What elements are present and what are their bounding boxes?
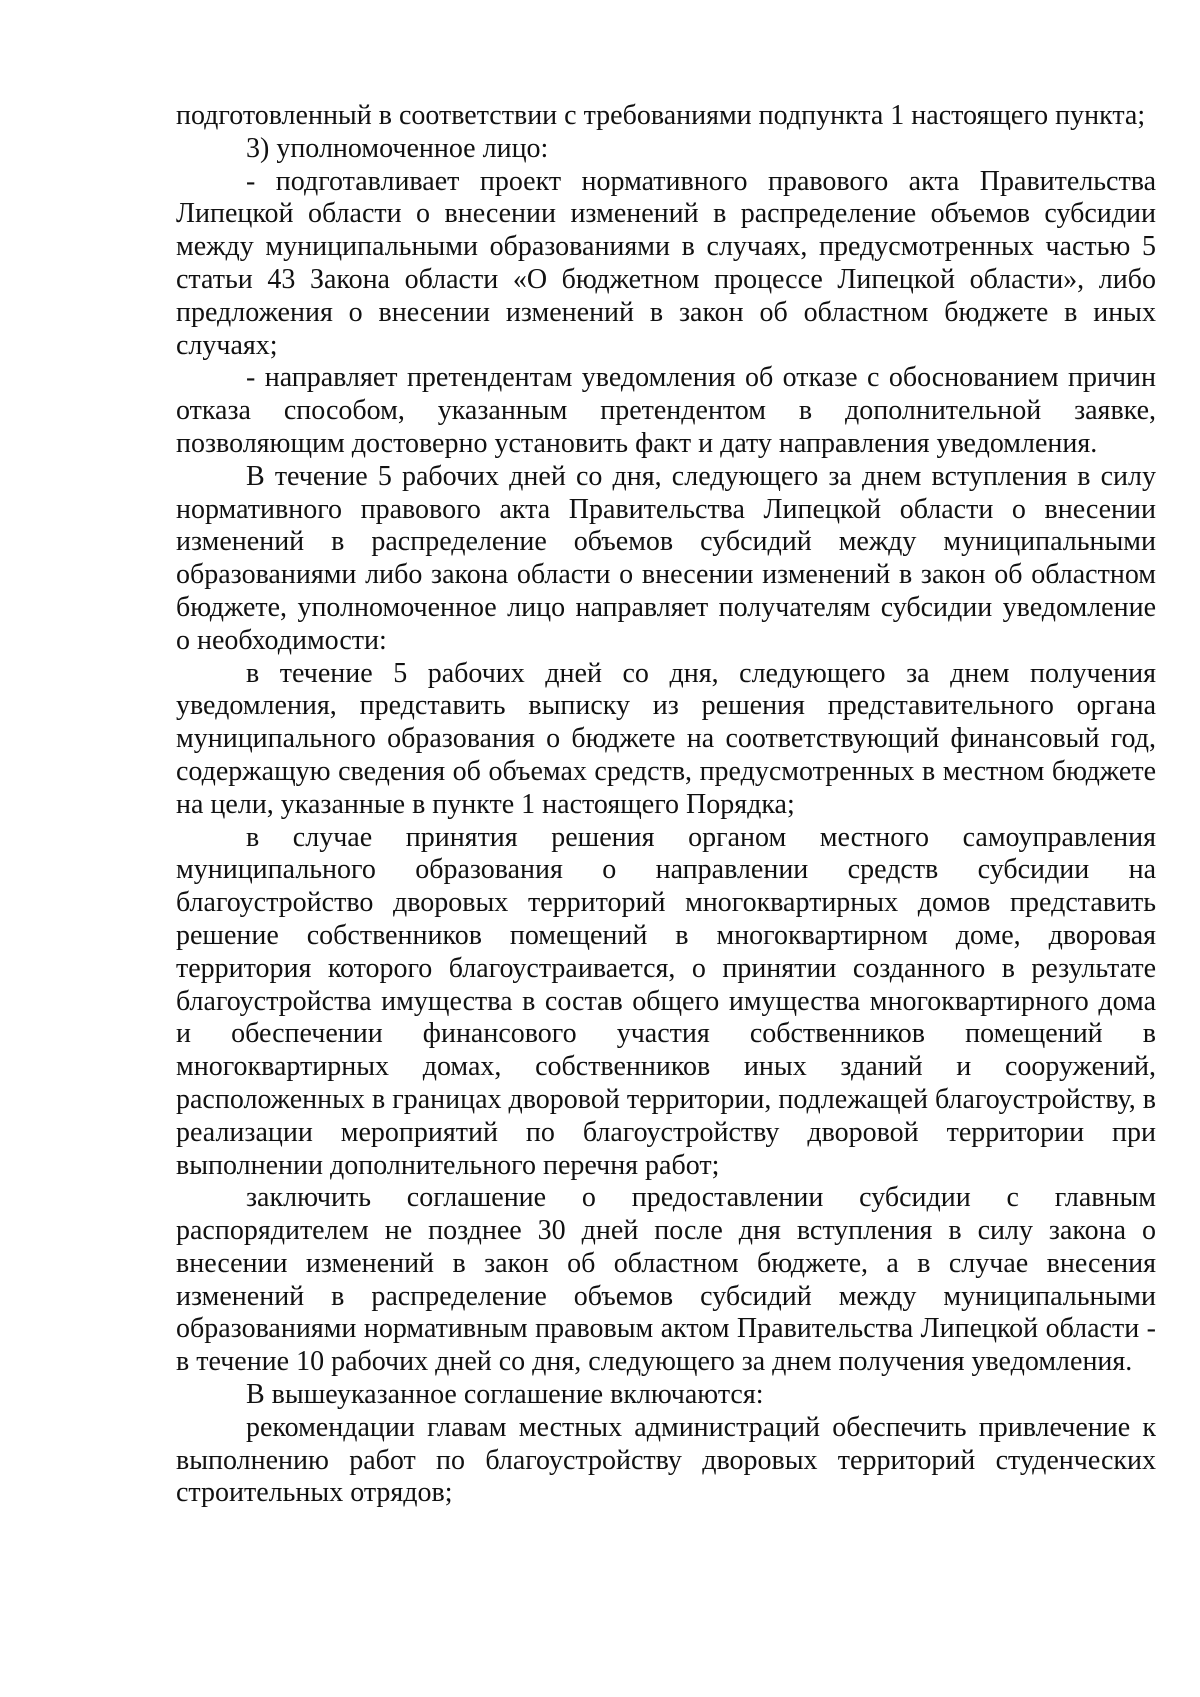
document-page — [176, 100, 1156, 1510]
paragraph: заключить соглашение о предоставлении субсидии с главным распорядителем не позднее 30 дней после дня вступления в силу закона о внесении изменений в закон об областном бюджете, а в случае внесения изменений в распределение объемов субсидий между муниципальными образованиями нормативным правовым актом Правительства Липецкой области - в течение 10 рабочих дней со дня, следующего за днем получения уведомления. — [176, 1182, 1156, 1378]
paragraph: в течение 5 рабочих дней со дня, следующего за днем получения уведомления, представить выписку из решения представительного органа муниципального образования о бюджете на соответствующий финансовый год, содержащую сведения об объемах средств, предусмотренных в местном бюджете на цели, указанные в пункте 1 настоящего Порядка; — [176, 657, 1156, 820]
paragraph: 3) уполномоченное лицо: — [246, 132, 549, 164]
paragraph: в случае принятия решения органом местного самоуправления муниципального образования о направлении средств субсидии на благоустройство дворовых территорий многоквартирных домов представить решение собственников помещений в многоквартирном доме, дворовая территория которого благоустраивается, о принятии созданного в результате благоустройства имущества в состав общего имущества многоквартирного дома и обеспечении финансового участия собственников помещений в многоквартирных домах, собственников иных зданий и сооружений, расположенных в границах дворовой территории, подлежащей благоустройству, в реализации мероприятий по благоустройству дворовой территории при выполнении дополнительного перечня работ; — [176, 821, 1156, 1181]
paragraph: В вышеуказанное соглашение включаются: — [246, 1379, 764, 1411]
paragraph: В течение 5 рабочих дней со дня, следующего за днем вступления в силу нормативного правового акта Правительства Липецкой области о внесении изменений в распределение объемов субсидий между муниципальными образованиями либо закона области о внесении изменений в закон об областном бюджете, уполномоченное лицо направляет получателям субсидии уведомление о необходимости: — [176, 460, 1156, 656]
paragraph: рекомендации главам местных администраций обеспечить привлечение к выполнению работ по благоустройству дворовых территорий студенческих строительных отрядов; — [176, 1411, 1156, 1509]
paragraph: - подготавливает проект нормативного правового акта Правительства Липецкой области о внесении изменений в распределение объемов субсидии между муниципальными образованиями в случаях, предусмотренных частью 5 статьи 43 Закона области «О бюджетном процессе Липецкой области», либо предложения о внесении изменений в закон об областном бюджете в иных случаях; — [176, 165, 1156, 361]
paragraph: - направляет претендентам уведомления об отказе с обоснованием причин отказа способом, указанным претендентом в дополнительной заявке, позволяющим достоверно установить факт и дату направления уведомления. — [176, 362, 1156, 459]
paragraph: подготовленный в соответствии с требованиями подпункта 1 настоящего пункта; — [176, 100, 1146, 131]
